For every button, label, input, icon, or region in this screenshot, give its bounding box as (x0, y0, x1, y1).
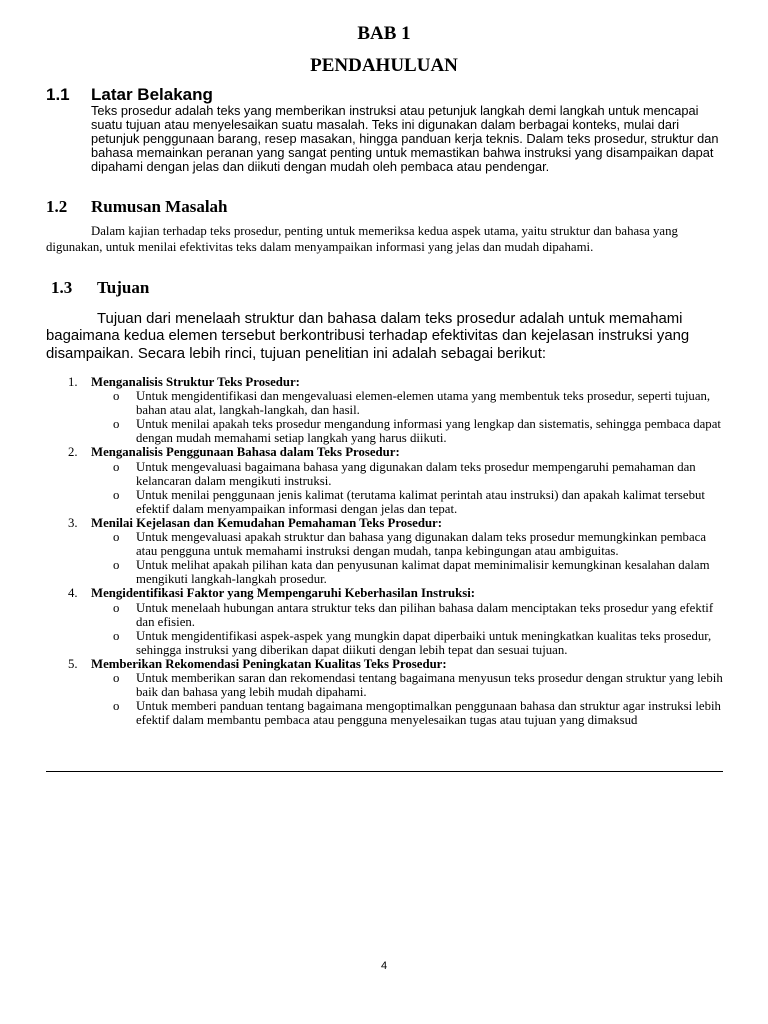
objective-title: Menganalisis Penggunaan Bahasa dalam Teks Prosedur: (91, 445, 400, 460)
objective-point (91, 530, 726, 558)
section-title: Rumusan Masalah (91, 197, 228, 216)
objective-item (46, 516, 726, 586)
section-title: Latar Belakang (91, 85, 213, 104)
objective-number: 5. (68, 656, 78, 671)
bullet-circle-icon: o (113, 628, 120, 643)
objective-points (91, 460, 726, 516)
page-number: 4 (380, 960, 388, 972)
section-heading-tujuan (51, 278, 149, 298)
objective-point-text: Untuk menilai apakah teks prosedur mengandung informasi yang lengkap dan sistematis, sehingga pembaca dapat dengan mudah memahami setiap langkah yang harus diikuti. (136, 417, 721, 446)
objective-number: 2. (68, 445, 78, 460)
section-paragraph-tujuan: Tujuan dari menelaah struktur dan bahasa dalam teks prosedur adalah untuk memahami bagaimana kedua elemen tersebut berkontribusi terhadap efektivitas dan kejelasan instruksi yang disampaikan. Secara lebih rinci, tujuan penelitian ini adalah sebagai berikut: (46, 311, 690, 362)
objective-point (91, 558, 726, 586)
objective-item (46, 586, 726, 656)
section-title: Tujuan (97, 278, 150, 297)
objective-item (46, 657, 726, 727)
objective-point (91, 417, 726, 445)
objective-number: 3. (68, 515, 78, 530)
objective-point-text: Untuk menilai penggunaan jenis kalimat (terutama kalimat perintah atau instruksi) dan apakah kalimat tersebut efektif dalam menyampaikan informasi dengan jelas dan tepat. (136, 487, 705, 516)
section-heading-rumusan-masalah (46, 197, 228, 217)
bullet-circle-icon: o (113, 600, 120, 615)
objective-title: Mengidentifikasi Faktor yang Mempengaruhi Keberhasilan Instruksi: (91, 586, 476, 601)
objective-point-text: Untuk mengevaluasi apakah struktur dan bahasa yang digunakan dalam teks prosedur memungkinkan pembaca atau pengguna untuk memahami instruksi dengan mudah, tanpa kebingungan atau ambiguitas. (136, 530, 706, 559)
bullet-circle-icon: o (113, 530, 120, 545)
bullet-circle-icon: o (113, 459, 120, 474)
chapter-number: BAB 1 (357, 23, 411, 44)
objective-number: 4. (68, 586, 78, 601)
objective-title: Memberikan Rekomendasi Peningkatan Kualitas Teks Prosedur: (91, 656, 447, 671)
bullet-circle-icon: o (113, 670, 120, 685)
objective-points (91, 671, 726, 727)
objective-point (91, 699, 726, 727)
objective-point-text: Untuk memberi panduan tentang bagaimana mengoptimalkan penggunaan bahasa dan struktur agar instruksi lebih efektif dalam membantu pembaca atau pengguna menyelesaikan tugas atau tujuan yang dimaksud (136, 699, 721, 728)
objective-point-text: Untuk menelaah hubungan antara struktur teks dan pilihan bahasa dalam menciptakan teks prosedur yang efektif dan efisien. (136, 600, 714, 629)
objective-item (46, 375, 726, 445)
objective-points (91, 530, 726, 586)
objective-point-text: Untuk mengevaluasi bagaimana bahasa yang digunakan dalam teks prosedur mempengaruhi pemahaman dan kelancaran dalam mengikuti instruksi. (136, 459, 696, 488)
objective-number: 1. (68, 375, 78, 389)
objective-point (91, 460, 726, 488)
section-paragraph-latar-belakang: Teks prosedur adalah teks yang memberikan instruksi atau petunjuk langkah demi langkah untuk mencapai suatu tujuan atau menyelesaikan suatu masalah. Teks ini digunakan dalam berbagai konteks, mulai dari petunjuk penggunaan barang, resep masakan, hingga panduan kerja teknis. Dalam teks prosedur, struktur dan bahasa memainkan peranan yang sangat penting untuk memastikan bahwa instruksi yang disampaikan dapat dipahami dengan jelas dan diikuti dengan mudah oleh pembaca atau pendengar. (91, 103, 719, 174)
bullet-circle-icon: o (113, 558, 120, 573)
objective-point-text: Untuk mengidentifikasi aspek-aspek yang mungkin dapat diperbaiki untuk meningkatkan kualitas teks prosedur, sehingga instruksi yang diberikan dapat diikuti dengan lebih tepat dan sesuai tujuan. (136, 628, 712, 657)
objective-point-text: Untuk melihat apakah pilihan kata dan penyusunan kalimat dapat meminimalisir kemungkinan kesalahan dalam mengikuti langkah-langkah prosedur. (136, 558, 710, 587)
bullet-circle-icon: o (113, 699, 120, 714)
objective-title: Menilai Kejelasan dan Kemudahan Pemahaman Teks Prosedur: (91, 515, 443, 530)
objective-point (91, 629, 726, 657)
objective-point (91, 671, 726, 699)
objective-item (46, 445, 726, 515)
bullet-circle-icon: o (113, 389, 120, 404)
objectives-list (46, 375, 726, 727)
bullet-circle-icon: o (113, 487, 120, 502)
objective-point-text: Untuk mengidentifikasi dan mengevaluasi elemen-elemen utama yang membentuk teks prosedur, seperti tujuan, bahan atau alat, langkah-langkah, dan hasil. (136, 389, 711, 418)
objective-points (91, 389, 726, 445)
section-heading-latar-belakang (46, 85, 213, 105)
objective-point (91, 488, 726, 516)
bullet-circle-icon: o (113, 417, 120, 432)
objective-point (91, 389, 726, 417)
section-paragraph-rumusan-masalah: Dalam kajian terhadap teks prosedur, penting untuk memeriksa kedua aspek utama, yaitu struktur dan bahasa yang digunakan, untuk menilai efektivitas teks dalam menyampaikan informasi yang jelas dan mudah dipahami. (46, 224, 678, 255)
footnote-divider (46, 771, 723, 772)
section-number: 1.3 (51, 278, 73, 297)
objective-point (91, 601, 726, 629)
objective-point-text: Untuk memberikan saran dan rekomendasi tentang bagaimana menyusun teks prosedur dengan struktur yang lebih baik dan bahasa yang lebih mudah dipahami. (136, 670, 723, 700)
chapter-title: PENDAHULUAN (310, 55, 458, 76)
section-number: 1.1 (46, 85, 70, 104)
section-number: 1.2 (46, 197, 68, 216)
objective-points (91, 601, 726, 657)
objective-title: Menganalisis Struktur Teks Prosedur: (91, 375, 300, 389)
